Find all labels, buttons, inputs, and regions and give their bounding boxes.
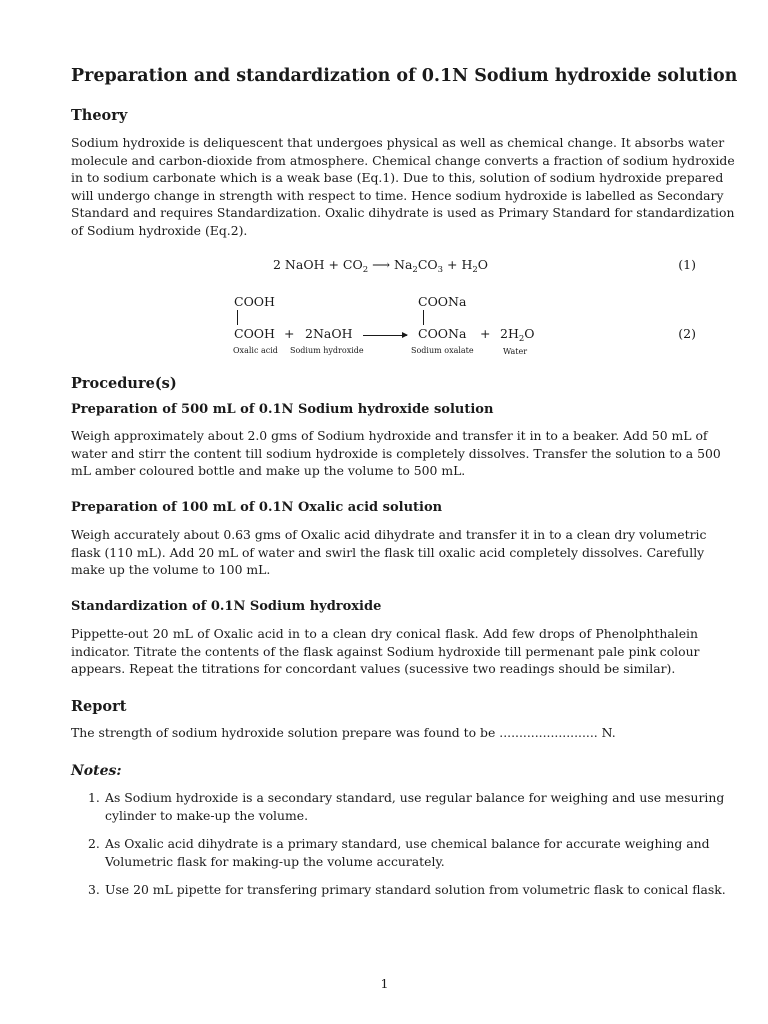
report-heading: Report — [71, 698, 127, 715]
water: $2H_2O$ — [500, 326, 535, 344]
theory-line: Standard and requires Standardization. Oxalic dihydrate is used as Primary Standard for standardization — [71, 205, 735, 220]
plus-sign: + — [480, 326, 491, 341]
reagent-naoh: 2NaOH — [305, 326, 353, 341]
label-sodium-hydroxide: Sodium hydroxide — [290, 346, 364, 355]
plus-sign: + — [284, 326, 295, 341]
note-item: 2. As Oxalic acid dihydrate is a primary standard, use chemical balance for accurate weighing and Volumetric flask for making-up the volume accurately. — [88, 836, 710, 869]
label-sodium-oxalate: Sodium oxalate — [411, 346, 474, 355]
bond-line — [423, 310, 424, 325]
notes-list — [71, 789, 726, 910]
reactant-top: COOH — [234, 294, 275, 309]
note-number: 1. — [88, 790, 100, 805]
note-number: 2. — [88, 836, 100, 851]
equation-1-body: 2 NaOH + $CO_2$ ⟶ $Na_2CO_3 + H_2O$ — [273, 257, 489, 275]
page-number: 1 — [380, 976, 389, 991]
equation-1-number: (1) — [678, 257, 696, 272]
report-paragraph: The strength of sodium hydroxide solution prepare was found to be ......................... N. — [71, 725, 616, 740]
section-heading-standardization: Standardization of 0.1N Sodium hydroxide — [71, 599, 382, 614]
theory-line: Sodium hydroxide is deliquescent that undergoes physical as well as chemical change. It absorbs water — [71, 135, 725, 150]
product-top: COONa — [418, 294, 467, 309]
equation-2-number: (2) — [678, 326, 696, 341]
theory-line: will undergo change in strength with respect to time. Hence sodium hydroxide is labelled as Secondary — [71, 187, 724, 203]
notes-heading: Notes: — [71, 763, 122, 779]
section-paragraph-standardization: Pippette-out 20 mL of Oxalic acid in to a clean dry conical flask. Add few drops of Phenolphthalein indicator. Titrate the contents of the flask against Sodium hydroxide till permenant pale pink colour appears. Repeat the titrations for concordant values (sucessive two readings should be similar). — [71, 626, 700, 676]
document-page — [71, 0, 738, 1024]
theory-line: in to sodium carbonate which is a weak base (Eq.1). Due to this, solution of sodium hydroxide prepared — [71, 170, 724, 185]
reactant-bottom: COOH — [234, 326, 275, 341]
label-water: Water — [503, 347, 528, 356]
section-heading-oxalic-prep: Preparation of 100 mL of 0.1N Oxalic acid solution — [71, 500, 443, 515]
label-oxalic-acid: Oxalic acid — [233, 346, 278, 355]
section-heading-naoh-prep: Preparation of 500 mL of 0.1N Sodium hydroxide solution — [71, 402, 494, 417]
section-paragraph-oxalic-prep: Weigh accurately about 0.63 gms of Oxalic acid dihydrate and transfer it in to a clean dry volumetric flask (110 mL). Add 20 mL of water and swirl the flask till oxalic acid completely dissolves. Carefully make up the volume to 100 mL. — [71, 527, 707, 577]
theory-line: of Sodium hydroxide (Eq.2). — [71, 222, 248, 238]
theory-line: molecule and carbon-dioxide from atmosphere. Chemical change converts a fraction of sodium hydroxide — [71, 152, 735, 168]
theory-paragraph — [71, 134, 735, 239]
section-paragraph-naoh-prep: Weigh approximately about 2.0 gms of Sodium hydroxide and transfer it in to a beaker. Add 50 mL of water and stirr the content till sodium hydroxide is completely dissolves. Transfer the solution to a 500 mL amber coloured bottle and make up the volume to 500 mL. — [71, 428, 721, 478]
note-item: 1. As Sodium hydroxide is a secondary standard, use regular balance for weighing and use mesuring cylinder to make-up the volume. — [88, 790, 725, 823]
reaction-arrow-icon — [363, 335, 407, 336]
note-item: 3. Use 20 mL pipette for transfering primary standard solution from volumetric flask to conical flask. — [88, 882, 726, 897]
bond-line — [237, 310, 238, 325]
product-bottom: COONa — [418, 326, 467, 341]
note-number: 3. — [88, 882, 100, 897]
theory-heading: Theory — [71, 107, 128, 124]
procedure-heading: Procedure(s) — [71, 375, 177, 392]
document-title: Preparation and standardization of 0.1N Sodium hydroxide solution — [71, 66, 738, 86]
